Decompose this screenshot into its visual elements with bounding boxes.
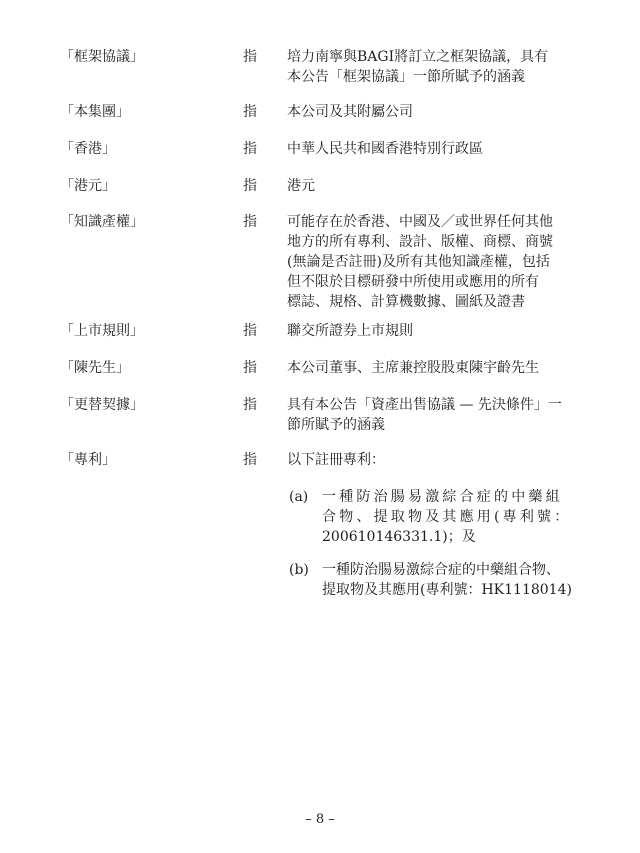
- means-marker: 指: [243, 214, 257, 230]
- definition-line: 具有本公告「資產出售協議 — 先決條件」一: [287, 397, 562, 413]
- patent-item-text: [322, 560, 585, 600]
- definition-line: 以下註冊專利：: [287, 452, 385, 468]
- definition-text: [287, 47, 585, 87]
- definition-line: 可能存在於香港、中國及／或世界任何其他: [287, 214, 553, 230]
- means-marker: 指: [243, 452, 257, 468]
- definition-line: 本公告「框架協議」一節所賦予的涵義: [287, 69, 525, 85]
- patent-item-text: [322, 487, 585, 547]
- definition-text: [287, 102, 585, 122]
- patent-item-line: 提取物及其應用(專利號：HK1118014): [322, 582, 572, 598]
- definition-text: [287, 358, 585, 378]
- definition-text: [287, 212, 585, 312]
- definition-text: [287, 321, 585, 341]
- means-marker: 指: [243, 104, 257, 120]
- definition-line: 標誌、規格、計算機數據、圖紙及證書: [287, 294, 525, 310]
- means-marker: 指: [243, 397, 257, 413]
- means-marker: 指: [243, 49, 257, 65]
- definition-term: 「知識產權」: [60, 214, 144, 230]
- definition-line: 地方的所有專利、設計、版權、商標、商號: [287, 234, 553, 250]
- definition-line: 本公司董事、主席兼控股股東陳宇齡先生: [287, 360, 539, 376]
- definition-line: 聯交所證券上市規則: [287, 323, 413, 339]
- means-marker: 指: [243, 141, 257, 157]
- definition-text: [287, 395, 585, 435]
- means-marker: 指: [243, 323, 257, 339]
- definition-term: 「更替契據」: [60, 397, 144, 413]
- definition-term: 「專利」: [60, 452, 116, 468]
- definition-text: [287, 450, 585, 470]
- definition-line: 節所賦予的涵義: [287, 417, 385, 433]
- patent-item-line: 200610146331.1)；及: [322, 529, 476, 545]
- definition-line: 本公司及其附屬公司: [287, 104, 413, 120]
- definition-line: 但不限於目標研發中所使用或應用的所有: [287, 274, 539, 290]
- definition-term: 「本集團」: [60, 104, 130, 120]
- definition-line: 中華人民共和國香港特別行政區: [287, 141, 483, 157]
- patent-item-line: 一種防治腸易激綜合症的中藥組: [322, 489, 563, 505]
- definition-text: [287, 139, 585, 159]
- definition-term: 「上市規則」: [60, 323, 144, 339]
- definition-term: 「框架協議」: [60, 49, 144, 65]
- definition-term: 「港元」: [60, 178, 116, 194]
- patent-item-marker: (b): [289, 562, 309, 578]
- definition-term: 「陳先生」: [60, 360, 130, 376]
- definition-line: (無論是否註冊)及所有其他知識產權，包括: [287, 254, 550, 270]
- patent-item-marker: (a): [289, 489, 309, 505]
- patent-item-line: 合物、提取物及其應用(專利號：: [322, 509, 572, 525]
- definition-term: 「香港」: [60, 141, 116, 157]
- patent-item-line: 一種防治腸易激綜合症的中藥組合物、: [322, 562, 560, 578]
- means-marker: 指: [243, 360, 257, 376]
- definition-line: 港元: [287, 178, 315, 194]
- definition-text: [287, 176, 585, 196]
- page-number: – 8 –: [305, 812, 335, 827]
- definition-line: 培力南寧與BAGI將訂立之框架協議，具有: [287, 49, 549, 65]
- means-marker: 指: [243, 178, 257, 194]
